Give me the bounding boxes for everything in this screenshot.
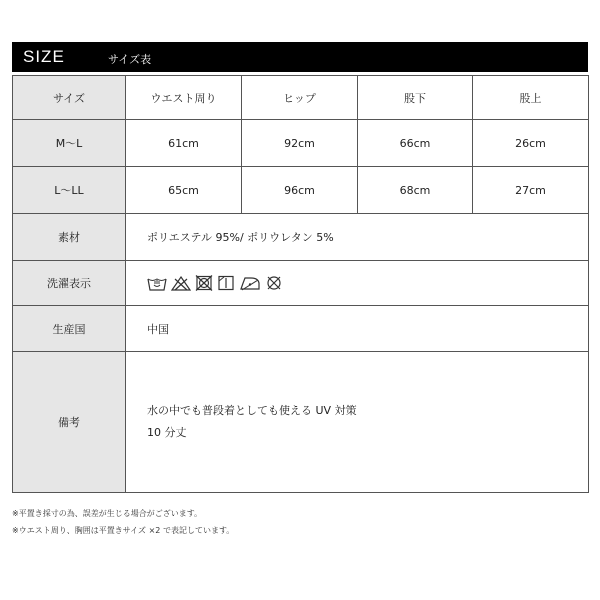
origin-value: 中国: [126, 306, 589, 352]
rise-cell: 26cm: [473, 120, 589, 167]
column-header-inseam: 股下: [358, 76, 473, 120]
no-dry-clean-icon: [265, 275, 283, 291]
hand-wash-40-icon: [147, 275, 167, 291]
origin-label: 生産国: [13, 306, 126, 352]
wash-row: [13, 261, 589, 306]
line-dry-icon: [217, 275, 235, 291]
size-spec-table: [12, 75, 589, 493]
hip-cell: 92cm: [242, 120, 358, 167]
size-title: SIZE: [23, 47, 65, 66]
no-tumble-dry-icon: [195, 275, 213, 291]
inseam-cell: 66cm: [358, 120, 473, 167]
column-header-size: サイズ: [13, 76, 126, 120]
remarks-line: 水の中でも普段着としても使える UV 対策: [147, 404, 357, 417]
remarks-label: 備考: [13, 352, 126, 493]
table-row: [13, 167, 589, 214]
remarks-row: [13, 352, 589, 493]
material-row: [13, 214, 589, 261]
remarks-line: 10 分丈: [147, 426, 187, 439]
waist-cell: 61cm: [126, 120, 242, 167]
low-iron-icon: [239, 275, 261, 291]
material-value: ポリエステル 95%/ ポリウレタン 5%: [126, 214, 589, 261]
inseam-cell: 68cm: [358, 167, 473, 214]
size-subtitle: サイズ表: [108, 53, 152, 66]
rise-cell: 27cm: [473, 167, 589, 214]
origin-row: [13, 306, 589, 352]
footnote: ※平置き採寸の為、誤差が生じる場合がございます。: [12, 509, 203, 518]
size-name-cell: M〜L: [13, 120, 126, 167]
no-bleach-icon: [171, 275, 191, 291]
remarks-cell: [126, 352, 589, 493]
waist-cell: 65cm: [126, 167, 242, 214]
footnote: ※ウエスト周り、胸囲は平置きサイズ ×2 で表記しています。: [12, 526, 235, 535]
wash-label: 洗濯表示: [13, 261, 126, 306]
material-label: 素材: [13, 214, 126, 261]
footnotes: [12, 505, 234, 539]
column-header-waist: ウエスト周り: [126, 76, 242, 120]
column-header-hip: ヒップ: [242, 76, 358, 120]
wash-symbols-cell: [126, 261, 589, 306]
column-header-rise: 股上: [473, 76, 589, 120]
size-header-bar: [12, 42, 588, 72]
size-name-cell: L〜LL: [13, 167, 126, 214]
hip-cell: 96cm: [242, 167, 358, 214]
table-row: [13, 120, 589, 167]
table-header-row: [13, 76, 589, 120]
